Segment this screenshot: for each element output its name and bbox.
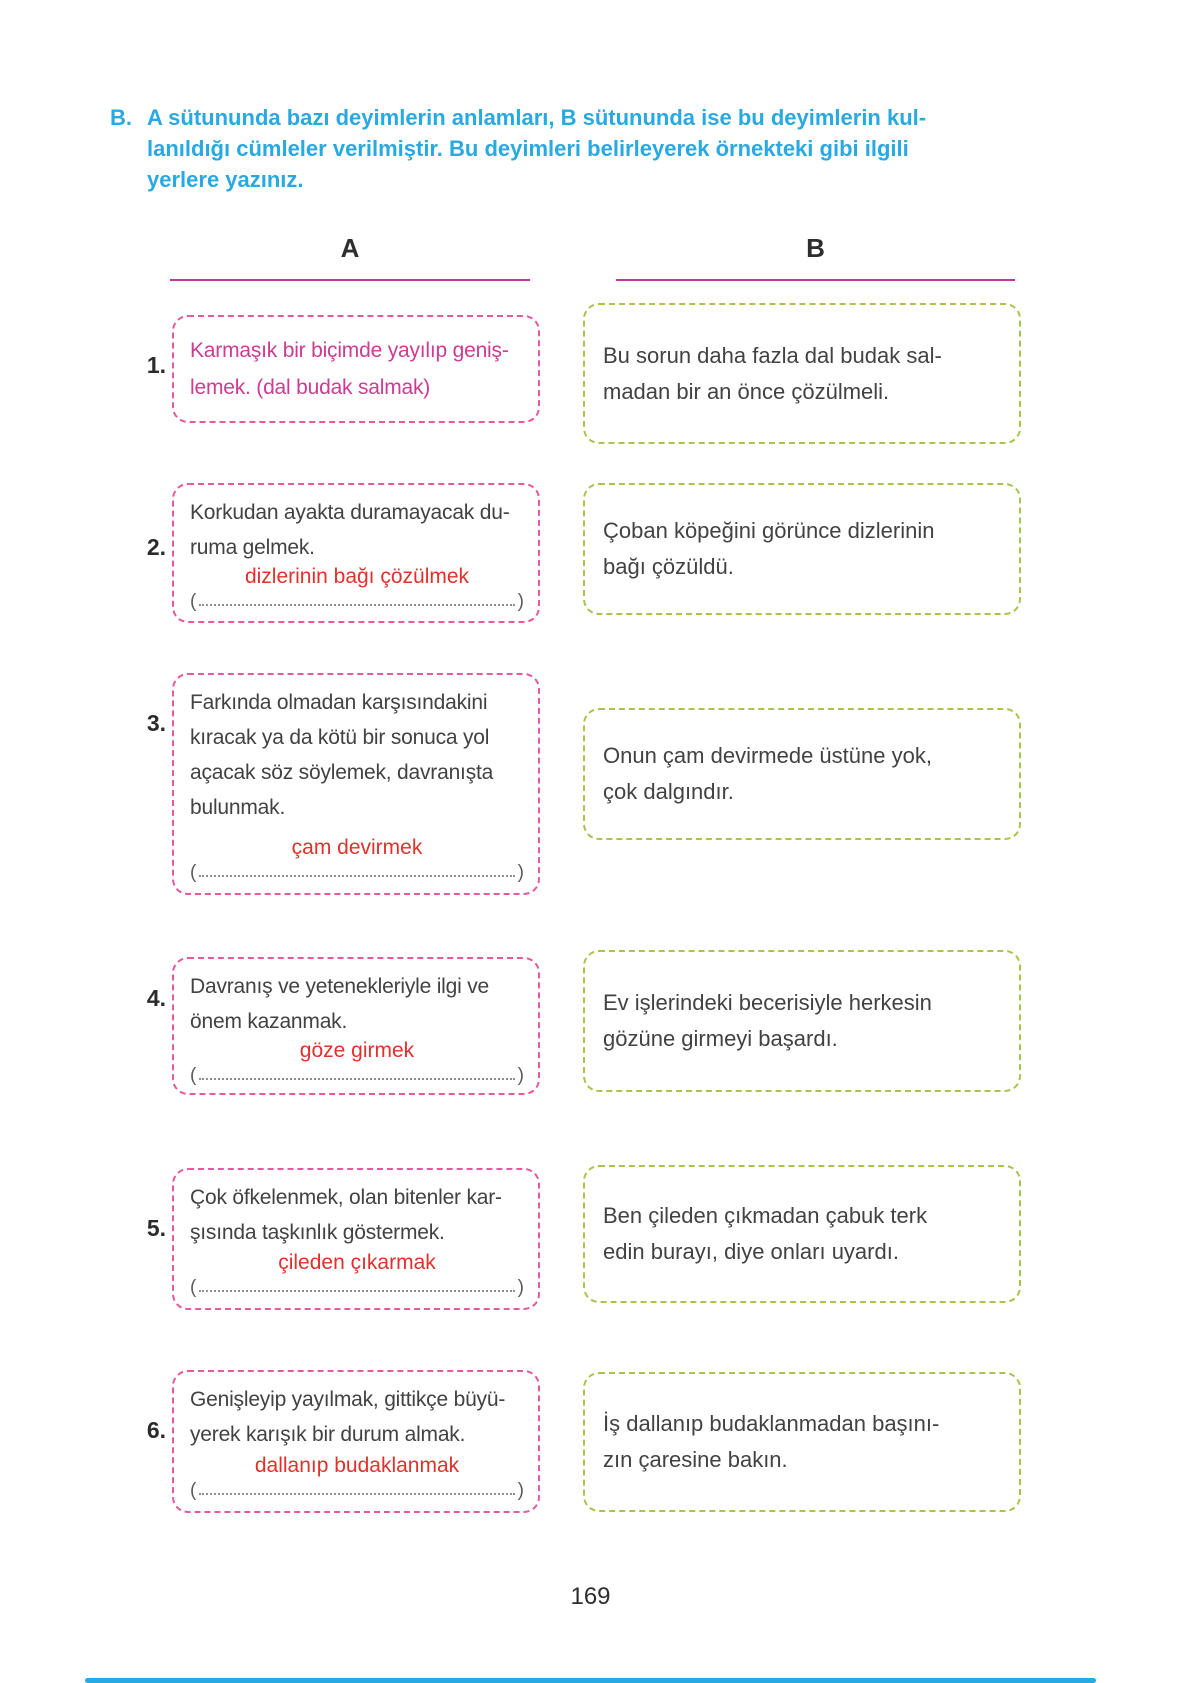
definition-box-3 — [172, 673, 540, 895]
column-b-label: B — [806, 233, 825, 263]
paren-close: ) — [517, 1480, 524, 1501]
definition-line: Farkında olmadan karşısındakini — [190, 691, 488, 714]
column-b-header — [616, 232, 1015, 281]
item-number: 1. — [146, 352, 166, 378]
item-number: 5. — [146, 1215, 166, 1241]
definition-box-5 — [172, 1168, 540, 1310]
paren-open: ( — [190, 862, 197, 883]
sentence-line: bağı çözüldü. — [603, 554, 734, 579]
definition-line: Çok öfkelenmek, olan bitenler kar- — [190, 1186, 502, 1209]
paren-open: ( — [190, 1480, 197, 1501]
item-number: 4. — [146, 985, 166, 1011]
dotted-line — [199, 1493, 514, 1495]
dotted-line — [199, 604, 514, 606]
dotted-line — [199, 875, 514, 877]
instruction-text — [147, 102, 926, 195]
sentence-line: zın çaresine bakın. — [603, 1447, 788, 1472]
item-number: 6. — [146, 1417, 166, 1443]
answer-text: çileden çıkarmak — [278, 1251, 436, 1274]
answer-blank-line — [190, 1276, 524, 1298]
page-number: 169 — [570, 1583, 611, 1610]
answer-blank-line — [190, 861, 524, 883]
definition-box-1 — [172, 315, 540, 423]
answer-area — [190, 565, 524, 612]
sentence-line: gözüne girmeyi başardı. — [603, 1026, 838, 1051]
answer-area — [190, 1454, 524, 1501]
paren-open: ( — [190, 1065, 197, 1086]
answer-area — [190, 1039, 524, 1086]
sentence-box-4 — [583, 950, 1021, 1092]
instruction-line: yerlere yazınız. — [147, 167, 304, 192]
paren-close: ) — [517, 1277, 524, 1298]
sentence-line: Onun çam devirmede üstüne yok, — [603, 743, 932, 768]
answer-blank-line — [190, 590, 524, 612]
sentence-box-6 — [583, 1372, 1021, 1512]
exercise-label: B. — [110, 105, 132, 130]
definition-line: ruma gelmek. — [190, 536, 315, 559]
sentence-line: edin burayı, diye onları uyardı. — [603, 1239, 899, 1264]
definition-line: Korkudan ayakta duramayacak du- — [190, 501, 510, 524]
sentence-box-5 — [583, 1165, 1021, 1303]
sentence-box-1 — [583, 303, 1021, 444]
column-a-label: A — [340, 233, 360, 263]
instruction-line: A sütununda bazı deyimlerin anlamları, B sütununda ise bu deyimlerin kul- — [147, 105, 927, 130]
sentence-line: Ben çileden çıkmadan çabuk terk — [603, 1203, 928, 1228]
column-a-header — [170, 232, 530, 281]
bottom-accent-bar — [85, 1678, 1096, 1683]
sentence-line: çok dalgındır. — [603, 779, 734, 804]
definition-line: Karmaşık bir biçimde yayılıp geniş- — [190, 339, 509, 362]
paren-open: ( — [190, 591, 197, 612]
sentence-line: Bu sorun daha fazla dal budak sal- — [603, 342, 942, 368]
definition-line: önem kazanmak. — [190, 1010, 348, 1033]
definition-line: kıracak ya da kötü bir sonuca yol — [190, 726, 490, 749]
instruction-line: lanıldığı cümleler verilmiştir. Bu deyimleri belirleyerek örnekteki gibi ilgili — [147, 136, 909, 161]
definition-line: yerek karışık bir durum almak. — [190, 1423, 466, 1446]
definition-box-4 — [172, 957, 540, 1095]
answer-area — [190, 836, 524, 883]
sentence-line: Ev işlerindeki becerisiyle herkesin — [603, 990, 932, 1015]
definition-box-6 — [172, 1370, 540, 1513]
answer-text: dizlerinin bağı çözülmek — [244, 565, 470, 588]
paren-close: ) — [517, 591, 524, 612]
definition-line: bulunmak. — [190, 796, 286, 819]
item-number: 3. — [146, 710, 166, 736]
paren-close: ) — [517, 862, 524, 883]
column-b-underline — [616, 279, 1015, 281]
column-a-underline — [170, 279, 530, 281]
item-number: 2. — [146, 534, 166, 560]
sentence-line: Çoban köpeğini görünce dizlerinin — [603, 518, 935, 543]
answer-area — [190, 1251, 524, 1298]
answer-blank-line — [190, 1479, 524, 1501]
dotted-line — [199, 1078, 514, 1080]
definition-line: lemek. (dal budak salmak) — [190, 376, 431, 399]
definition-line: Davranış ve yetenekleriyle ilgi ve — [190, 975, 490, 998]
sentence-box-3 — [583, 708, 1021, 840]
answer-text: çam devirmek — [291, 836, 423, 859]
paren-close: ) — [517, 1065, 524, 1086]
answer-text: göze girmek — [299, 1039, 415, 1062]
definition-line: şısında taşkınlık göstermek. — [190, 1221, 445, 1244]
definition-line: açacak söz söylemek, davranışta — [190, 761, 494, 784]
answer-blank-line — [190, 1064, 524, 1086]
paren-open: ( — [190, 1277, 197, 1298]
definition-box-2 — [172, 483, 540, 623]
sentence-line: İş dallanıp budaklanmadan başını- — [603, 1411, 940, 1436]
definition-line: Genişleyip yayılmak, gittikçe büyü- — [190, 1388, 506, 1411]
dotted-line — [199, 1290, 514, 1292]
sentence-box-2 — [583, 483, 1021, 615]
sentence-line: madan bir an önce çözülmeli. — [603, 378, 890, 404]
exercise-instructions — [110, 102, 1050, 195]
answer-text: dallanıp budaklanmak — [254, 1454, 460, 1477]
